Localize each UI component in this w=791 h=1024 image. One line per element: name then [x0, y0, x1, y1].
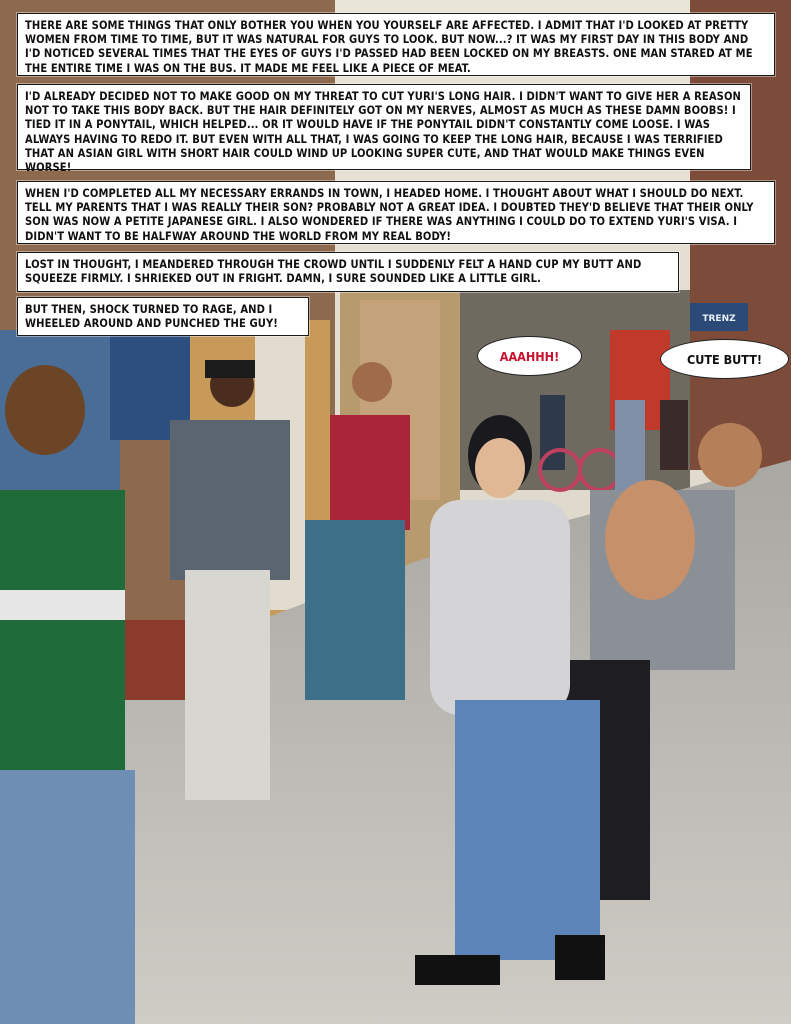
- narration-caption-3: WHEN I'D COMPLETED ALL MY NECESSARY ERRANDS IN TOWN, I HEADED HOME. I THOUGHT ABOUT WHAT I SHOULD DO NEXT. TELL MY PARENTS THAT I WAS REALLY THEIR SON? PROBABLY NOT A GREAT IDEA. I DOUBTED THEY'D BELIEVE THAT THEIR ONLY SON WAS NOW A PETITE JAPANESE GIRL. I ALSO WONDERED IF THERE WAS ANYTHING I COULD DO TO EXTEND YURI'S VISA. I DIDN'T WANT TO BE HALFWAY AROUND THE WORLD FROM MY REAL BODY!: [17, 181, 775, 244]
- narration-caption-4: LOST IN THOUGHT, I MEANDERED THROUGH THE CROWD UNTIL I SUDDENLY FELT A HAND CUP MY BUTT AND SQUEEZE FIRMLY. I SHRIEKED OUT IN FRIGHT. DAMN, I SURE SOUNDED LIKE A LITTLE GIRL.: [17, 252, 679, 292]
- store-sign: TRENZ: [702, 314, 736, 324]
- speech-balloon-scream: AAAHHH!: [477, 336, 582, 376]
- speech-balloon-cute-butt: CUTE BUTT!: [660, 339, 789, 379]
- narration-caption-1: THERE ARE SOME THINGS THAT ONLY BOTHER YOU WHEN YOU YOURSELF ARE AFFECTED. I ADMIT THAT I'D LOOKED AT PRETTY WOMEN FROM TIME TO TIME, BUT IT WAS NATURAL FOR GUYS TO LOOK. BUT NOW...? IT WAS MY FIRST DAY IN THIS BODY AND I'D NOTICED SEVERAL TIMES THAT THE EYES OF GUYS I'D PASSED HAD BEEN LOCKED ON MY BREASTS. ONE MAN STARED AT ME THE ENTIRE TIME I WAS ON THE BUS. IT MADE ME FEEL LIKE A PIECE OF MEAT.: [17, 13, 775, 76]
- narration-caption-2: I'D ALREADY DECIDED NOT TO MAKE GOOD ON MY THREAT TO CUT YURI'S LONG HAIR. I DIDN'T WANT TO GIVE HER A REASON NOT TO TAKE THIS BODY BACK. BUT THE HAIR DEFINITELY GOT ON MY NERVES, ALMOST AS MUCH AS THESE DAMN BOOBS! I TIED IT IN A PONYTAIL, WHICH HELPED... OR IT WOULD HAVE IF THE PONYTAIL DIDN'T CONSTANTLY COME LOOSE. I WAS ALWAYS HAVING TO REDO IT. BUT EVEN WITH ALL THAT, I WAS GOING TO KEEP THE LONG HAIR, BECAUSE I WAS TERRIFIED THAT AN ASIAN GIRL WITH SHORT HAIR COULD WIND UP LOOKING SUPER CUTE, AND THAT WOULD MAKE THINGS EVEN WORSE!: [17, 84, 751, 170]
- narration-caption-5: BUT THEN, SHOCK TURNED TO RAGE, AND I WHEELED AROUND AND PUNCHED THE GUY!: [17, 297, 309, 336]
